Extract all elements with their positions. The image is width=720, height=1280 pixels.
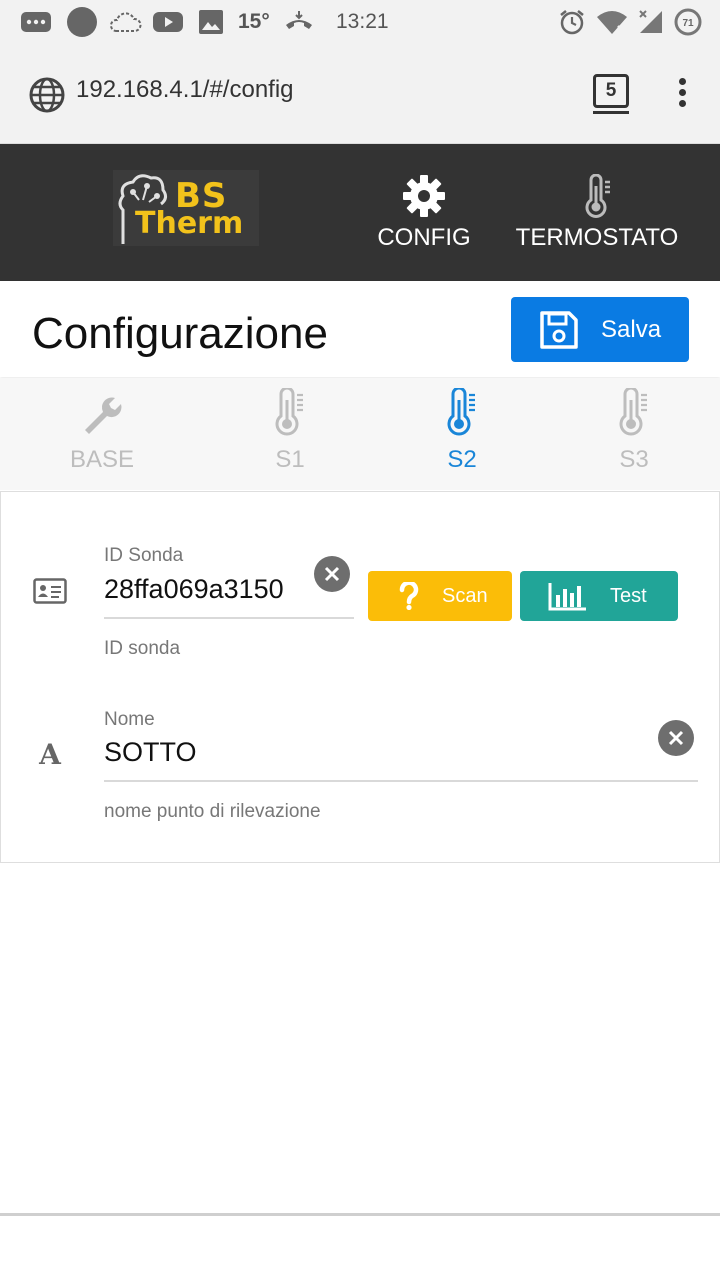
call-end-icon bbox=[284, 0, 314, 44]
nome-input[interactable]: SOTTO bbox=[104, 737, 197, 767]
nav-config[interactable] bbox=[376, 174, 472, 264]
battery-level: 71 bbox=[682, 18, 694, 29]
scan-button[interactable] bbox=[368, 571, 512, 621]
logo-text-bs: BS bbox=[175, 176, 228, 216]
logo-text-therm: Therm bbox=[135, 206, 244, 241]
thermometer-icon bbox=[444, 388, 480, 436]
url-text[interactable]: 192.168.4.1/#/config bbox=[76, 76, 294, 103]
nav-config-label: CONFIG bbox=[377, 224, 471, 251]
font-icon bbox=[35, 738, 65, 773]
browser-menu-icon[interactable] bbox=[676, 78, 688, 110]
tab-base[interactable] bbox=[62, 378, 142, 490]
wrench-icon bbox=[79, 390, 125, 436]
tab-s2[interactable] bbox=[432, 378, 492, 490]
page-title: Configurazione bbox=[32, 309, 328, 358]
close-icon bbox=[324, 566, 340, 582]
message-icon bbox=[20, 0, 52, 44]
save-button-label: Salva bbox=[601, 315, 662, 343]
tab-s3[interactable] bbox=[604, 378, 664, 490]
bar-chart-icon bbox=[548, 581, 588, 611]
floppy-disk-icon bbox=[539, 310, 579, 350]
wifi-icon bbox=[596, 0, 628, 44]
nome-hint: nome punto di rilevazione bbox=[104, 801, 321, 822]
test-button[interactable] bbox=[520, 571, 678, 621]
test-button-label: Test bbox=[610, 584, 647, 607]
question-icon bbox=[398, 582, 420, 610]
thermometer-icon bbox=[575, 174, 619, 218]
nome-underline bbox=[104, 780, 698, 782]
app-header bbox=[0, 144, 720, 281]
id-sonda-hint: ID sonda bbox=[104, 638, 181, 659]
gear-icon bbox=[402, 174, 446, 218]
bstherm-logo[interactable] bbox=[113, 170, 259, 246]
probe-form bbox=[0, 491, 720, 863]
tab-s3-label: S3 bbox=[619, 446, 649, 473]
tab-s1-label: S1 bbox=[275, 446, 305, 473]
probe-tabs bbox=[0, 378, 720, 490]
tab-switcher-button[interactable]: 5 bbox=[593, 74, 629, 108]
thermometer-icon bbox=[272, 388, 308, 436]
tab-s1[interactable] bbox=[260, 378, 320, 490]
id-sonda-clear-button[interactable] bbox=[314, 556, 350, 592]
id-sonda-label: ID Sonda bbox=[104, 545, 184, 566]
nome-clear-button[interactable] bbox=[658, 720, 694, 756]
status-bar bbox=[0, 0, 720, 44]
clock-time: 13:21 bbox=[336, 10, 389, 33]
youtube-icon bbox=[152, 0, 184, 44]
signal-icon bbox=[638, 0, 664, 44]
cloud-icon bbox=[108, 0, 142, 44]
svg-text:A: A bbox=[39, 738, 61, 768]
nav-termostato[interactable] bbox=[512, 174, 682, 264]
tab-base-label: BASE bbox=[69, 446, 135, 473]
browser-url-bar bbox=[0, 44, 720, 144]
circle-icon bbox=[66, 0, 98, 44]
save-button[interactable] bbox=[511, 297, 689, 362]
id-sonda-input[interactable]: 28ffa069a3150 bbox=[104, 574, 284, 604]
id-card-icon bbox=[33, 578, 67, 609]
bottom-divider bbox=[0, 1213, 720, 1216]
page-title-row bbox=[0, 281, 720, 377]
weather-temp: 15° bbox=[238, 10, 270, 33]
thermometer-icon bbox=[616, 388, 652, 436]
close-icon bbox=[668, 730, 684, 746]
globe-icon bbox=[28, 76, 66, 119]
battery-icon bbox=[674, 0, 702, 44]
alarm-icon bbox=[558, 0, 586, 44]
id-sonda-underline bbox=[104, 617, 354, 619]
scan-button-label: Scan bbox=[442, 584, 488, 607]
tab-s2-label: S2 bbox=[447, 446, 477, 473]
nav-termostato-label: TERMOSTATO bbox=[515, 224, 679, 251]
nome-label: Nome bbox=[104, 709, 155, 730]
image-icon bbox=[198, 0, 224, 44]
